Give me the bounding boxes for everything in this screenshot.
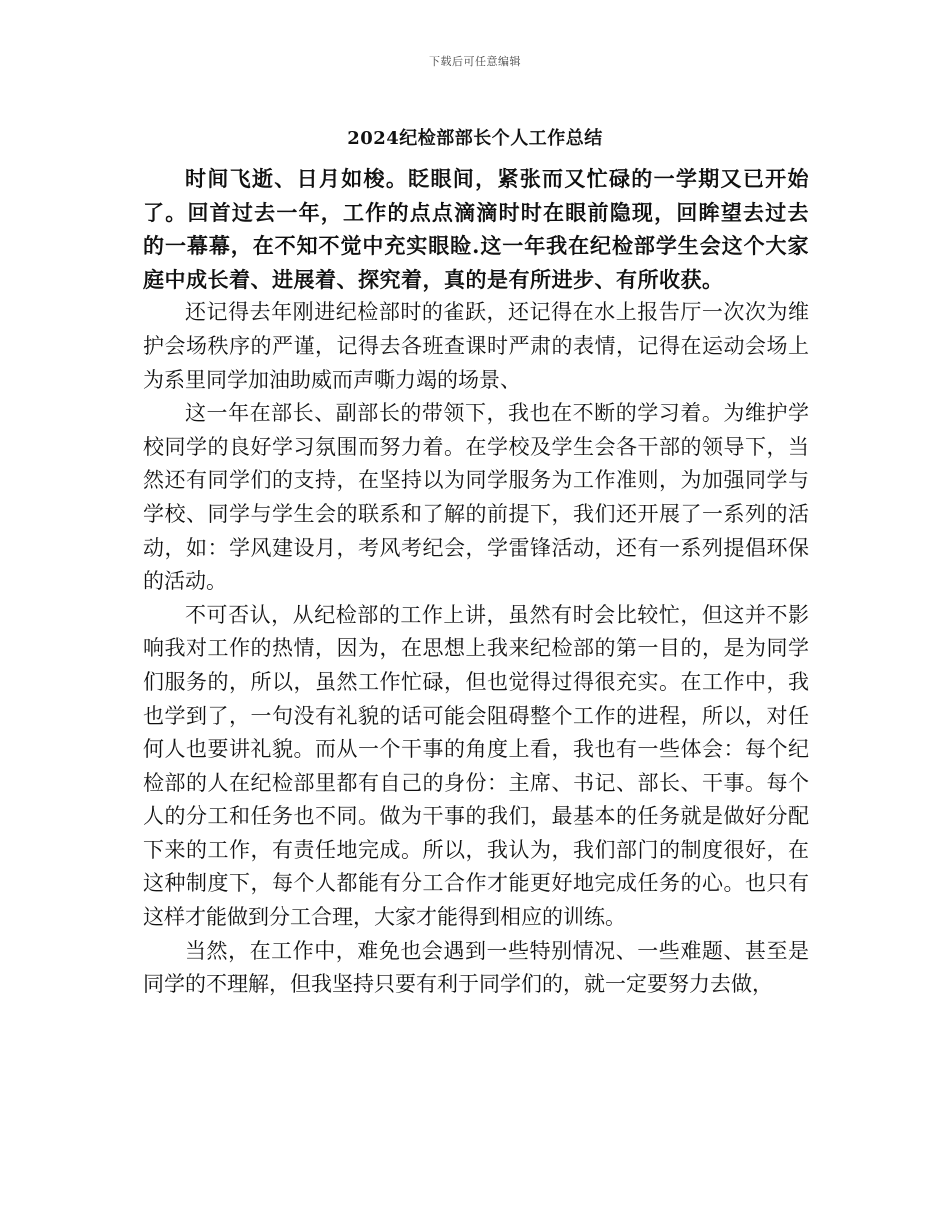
document-body <box>143 162 809 1002</box>
body-paragraph-3: 不可否认，从纪检部的工作上讲，虽然有时会比较忙，但这并不影响我对工作的热情，因为，在思想上我来纪检部的第一目的，是为同学们服务的，所以，虽然工作忙碌，但也觉得过得很充实。在工作中，我也学到了，一句没有礼貌的话可能会阻碍整个工作的进程，所以，对任何人也要讲礼貌。而从一个干事的角度上看，我也有一些体会：每个纪检部的人在纪检部里都有自己的身份：主席、书记、部长、干事。每个人的分工和任务也不同。做为干事的我们，最基本的任务就是做好分配下来的工作，有责任地完成。所以，我认为，我们部门的制度很好，在这种制度下，每个人都能有分工合作才能更好地完成任务的心。也只有这样才能做到分工合理，大家才能得到相应的训练。 <box>143 602 809 930</box>
body-paragraph-2: 这一年在部长、副部长的带领下，我也在不断的学习着。为维护学校同学的良好学习氛围而努力着。在学校及学生会各干部的领导下，当然还有同学们的支持，在坚持以为同学服务为工作准则，为加强同学与学校、同学与学生会的联系和了解的前提下，我们还开展了一系列的活动，如：学风建设月，考风考纪会，学雷锋活动，还有一系列提倡环保的活动。 <box>143 401 809 594</box>
body-paragraph-4: 当然，在工作中，难免也会遇到一些特别情况、一些难题、甚至是同学的不理解，但我坚持只要有利于同学们的，就一定要努力去做， <box>143 938 809 997</box>
document-title: 2024纪检部部长个人工作总结 <box>347 128 603 149</box>
body-paragraph-1: 还记得去年刚进纪检部时的雀跃，还记得在水上报告厅一次次为维护会场秩序的严谨，记得去各班查课时严肃的表情，记得在运动会场上为系里同学加油助威而声嘶力竭的场景、 <box>143 300 809 392</box>
intro-paragraph: 时间飞逝、日月如梭。眨眼间，紧张而又忙碌的一学期又已开始了。回首过去一年，工作的点点滴滴时时在眼前隐现，回眸望去过去的一幕幕，在不知不觉中充实眼睑.这一年我在纪检部学生会这个大家庭中成长着、进展着、探究着，真的是有所进步、有所收获。 <box>143 166 809 292</box>
page-header-note: 下载后可任意编辑 <box>429 55 521 68</box>
